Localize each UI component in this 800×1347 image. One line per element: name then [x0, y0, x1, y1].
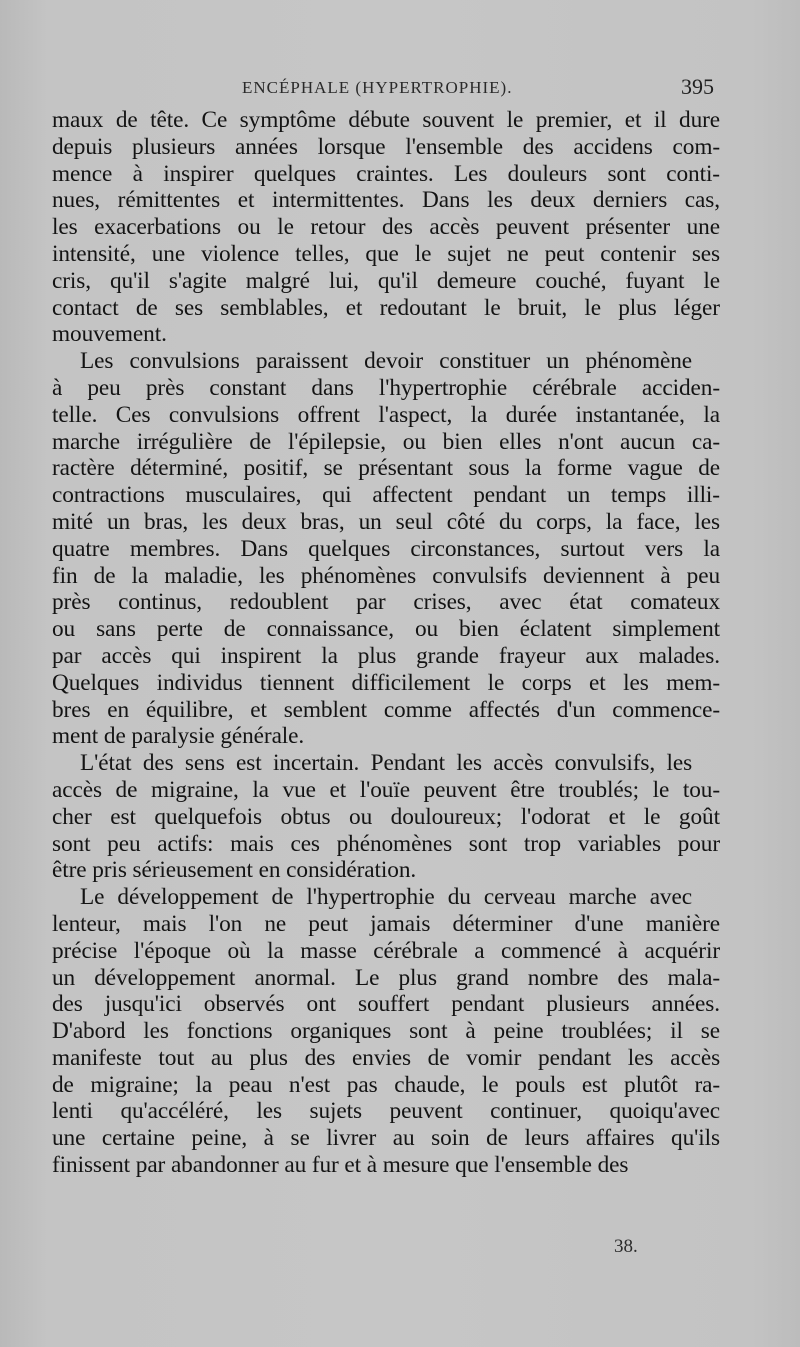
text-line: des jusqu'ici observés ont souffert pendant plusieurs années. — [52, 991, 720, 1018]
text-line: cher est quelquefois obtus ou douloureux; l'odorat et le goût — [52, 803, 720, 830]
text-line: mité un bras, les deux bras, un seul côté du corps, la face, les — [52, 508, 720, 535]
text-line: cris, qu'il s'agite malgré lui, qu'il demeure couché, fuyant le — [52, 267, 720, 294]
paragraph — [52, 107, 720, 348]
text-line: contractions musculaires, qui affectent pendant un temps illi- — [52, 482, 720, 509]
running-title: ENCÉPHALE (HYPERTROPHIE). — [242, 78, 513, 97]
text-line: être pris sérieusement en considération. — [52, 857, 417, 884]
signature-mark: 38. — [614, 1236, 638, 1257]
text-line: maux de tête. Ce symptôme débute souvent le premier, et il dure — [52, 107, 720, 133]
text-line: Le développement de l'hypertrophie du cerveau marche avec — [80, 884, 692, 911]
text-line: Quelques individus tiennent difficilement le corps et les mem- — [52, 669, 720, 696]
text-line: intensité, une violence telles, que le sujet ne peut contenir ses — [52, 240, 720, 267]
text-line: D'abord les fonctions organiques sont à peine troublées; il se — [52, 1018, 720, 1045]
text-line: manifeste tout au plus des envies de vomir pendant les accès — [52, 1044, 720, 1071]
text-line: sont peu actifs: mais ces phénomènes sont trop variables pour — [52, 830, 720, 857]
text-line: lenteur, mais l'on ne peut jamais déterminer d'une manière — [52, 910, 720, 937]
text-line: finissent par abandonner au fur et à mesure que l'ensemble des — [52, 1152, 629, 1179]
text-line: ment de paralysie générale. — [52, 723, 305, 750]
text-line: contact de ses semblables, et redoutant le bruit, le plus léger — [52, 294, 720, 321]
text-line: précise l'époque où la masse cérébrale a commencé à acquérir — [52, 937, 720, 964]
text-line: Les convulsions paraissent devoir constituer un phénomène — [80, 348, 692, 375]
text-line: ractère déterminé, positif, se présentant sous la forme vague de — [52, 455, 720, 482]
text-line: un développement anormal. Le plus grand nombre des mala- — [52, 964, 720, 991]
text-line: à peu près constant dans l'hypertrophie cérébrale acciden- — [52, 374, 720, 401]
paragraph — [52, 884, 720, 1179]
text-line: L'état des sens est incertain. Pendant les accès convulsifs, les — [80, 750, 693, 777]
text-line: telle. Ces convulsions offrent l'aspect, la durée instantanée, la — [52, 401, 720, 428]
paragraph — [52, 750, 720, 884]
page-number: 395 — [681, 74, 714, 99]
text-line: quatre membres. Dans quelques circonstances, surtout vers la — [52, 535, 720, 562]
text-line: une certaine peine, à se livrer au soin de leurs affaires qu'ils — [52, 1125, 720, 1152]
text-line: ou sans perte de connaissance, ou bien éclatent simplement — [52, 616, 720, 643]
text-line: fin de la maladie, les phénomènes convulsifs deviennent à peu — [52, 562, 720, 589]
text-line: marche irrégulière de l'épilepsie, ou bien elles n'ont aucun ca- — [52, 428, 720, 455]
text-line: près continus, redoublent par crises, avec état comateux — [52, 589, 720, 616]
text-line: bres en équilibre, et semblent comme affectés d'un commence- — [52, 696, 720, 723]
text-line: par accès qui inspirent la plus grande frayeur aux malades. — [52, 642, 720, 669]
text-line: lenti qu'accéléré, les sujets peuvent continuer, quoiqu'avec — [52, 1098, 720, 1125]
text-line: mence à inspirer quelques craintes. Les douleurs sont conti- — [52, 160, 720, 187]
paragraph — [52, 348, 720, 750]
body-text — [52, 107, 720, 1179]
text-line: mouvement. — [52, 321, 167, 348]
text-line: accès de migraine, la vue et l'ouïe peuvent être troublés; le tou- — [52, 776, 720, 803]
page-header — [52, 74, 714, 108]
text-line: depuis plusieurs années lorsque l'ensemble des accidens com- — [52, 133, 720, 160]
text-line: nues, rémittentes et intermittentes. Dans les deux derniers cas, — [52, 187, 720, 214]
text-line: de migraine; la peau n'est pas chaude, le pouls est plutôt ra- — [52, 1071, 720, 1098]
text-line: les exacerbations ou le retour des accès peuvent présenter une — [52, 214, 720, 241]
